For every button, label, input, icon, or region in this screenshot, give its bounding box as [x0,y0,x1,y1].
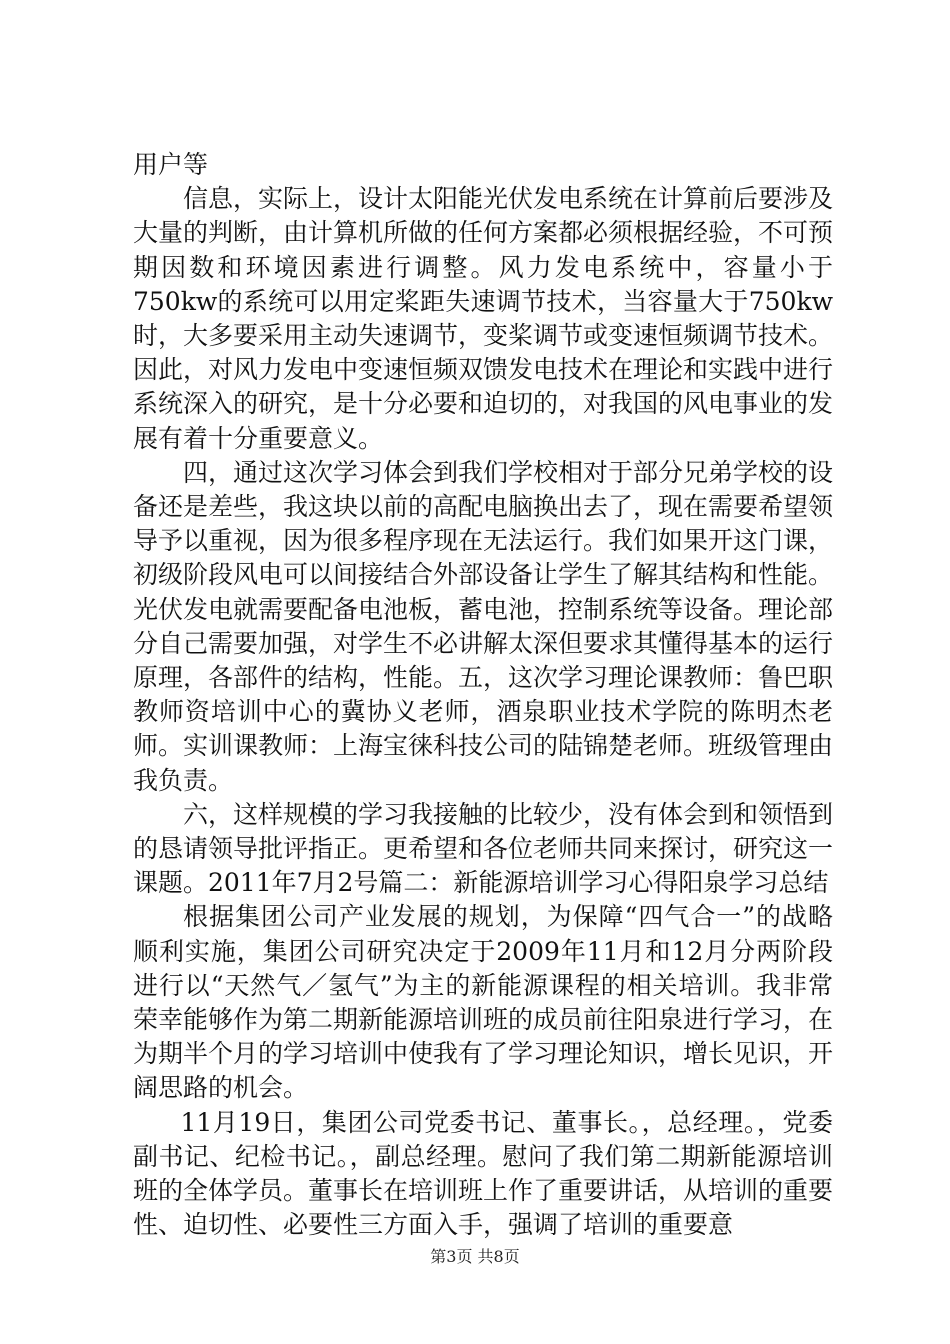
paragraph-four-equipment: 四，通过这次学习体会到我们学校相对于部分兄弟学校的设备还是差些，我这块以前的高配电脑换出去了，现在需要希望领导予以重视，因为很多程序现在无法运行。我们如果开这门课，初级阶段风电可以间接结合外部设备让学生了解其结构和性能。光伏发电就需要配备电池板，蓄电池，控制系统等设备。理论部分自己需要加强，对学生不必讲解太深但要求其懂得基本的运行原理，各部件的结构，性能。五，这次学习理论课教师：鲁巴职教师资培训中心的冀协义老师，酒泉职业技术学院的陈明杰老师。实训课教师：上海宝徕科技公司的陆锦楚老师。班级管理由我负责。 [133,457,834,795]
document-body [133,148,833,1243]
paragraph-group-plan: 根据集团公司产业发展的规划，为保障“四气合一”的战略顺利实施，集团公司研究决定于2009年11月和12月分两阶段进行以“天然气／氢气”为主的新能源课程的相关培训。我非常荣幸能够作为第二期新能源培训班的成员前往阳泉进行学习，在为期半个月的学习培训中使我有了学习理论知识，增长见识，开阔思路的机会。 [133,902,834,1103]
paragraph-nov-19: 11月19日，集团公司党委书记、董事长。，总经理。，党委副书记、纪检书记。，副总经理。慰问了我们第二期新能源培训班的全体学员。董事长在培训班上作了重要讲话，从培训的重要性、迫切性、必要性三方面入手，强调了培训的重要意 [133,1107,834,1240]
paragraph-continuation: 用户等 [133,150,209,179]
page-number-footer: 第3页 共8页 [430,1247,520,1266]
paragraph-solar-wind: 信息，实际上，设计太阳能光伏发电系统在计算前后要涉及大量的判断，由计算机所做的任何方案都必须根据经验，不可预期因数和环境因素进行调整。风力发电系统中，容量小于750kw的系统可以用定桨距失速调节技术，当容量大于750kw时，大多要采用主动失速调节，变桨调节或变速恒频调节技术。因此，对风力发电中变速恒频双馈发电技术在理论和实践中进行系统深入的研究，是十分必要和迫切的，对我国的风电事业的发展有着十分重要意义。 [133,184,834,453]
paragraph-six-summary: 六，这样规模的学习我接触的比较少，没有体会到和领悟到的恳请领导批评指正。更希望和各位老师共同来探讨，研究这一课题。2011年7月2号篇二：新能源培训学习心得阳泉学习总结 [133,799,834,898]
